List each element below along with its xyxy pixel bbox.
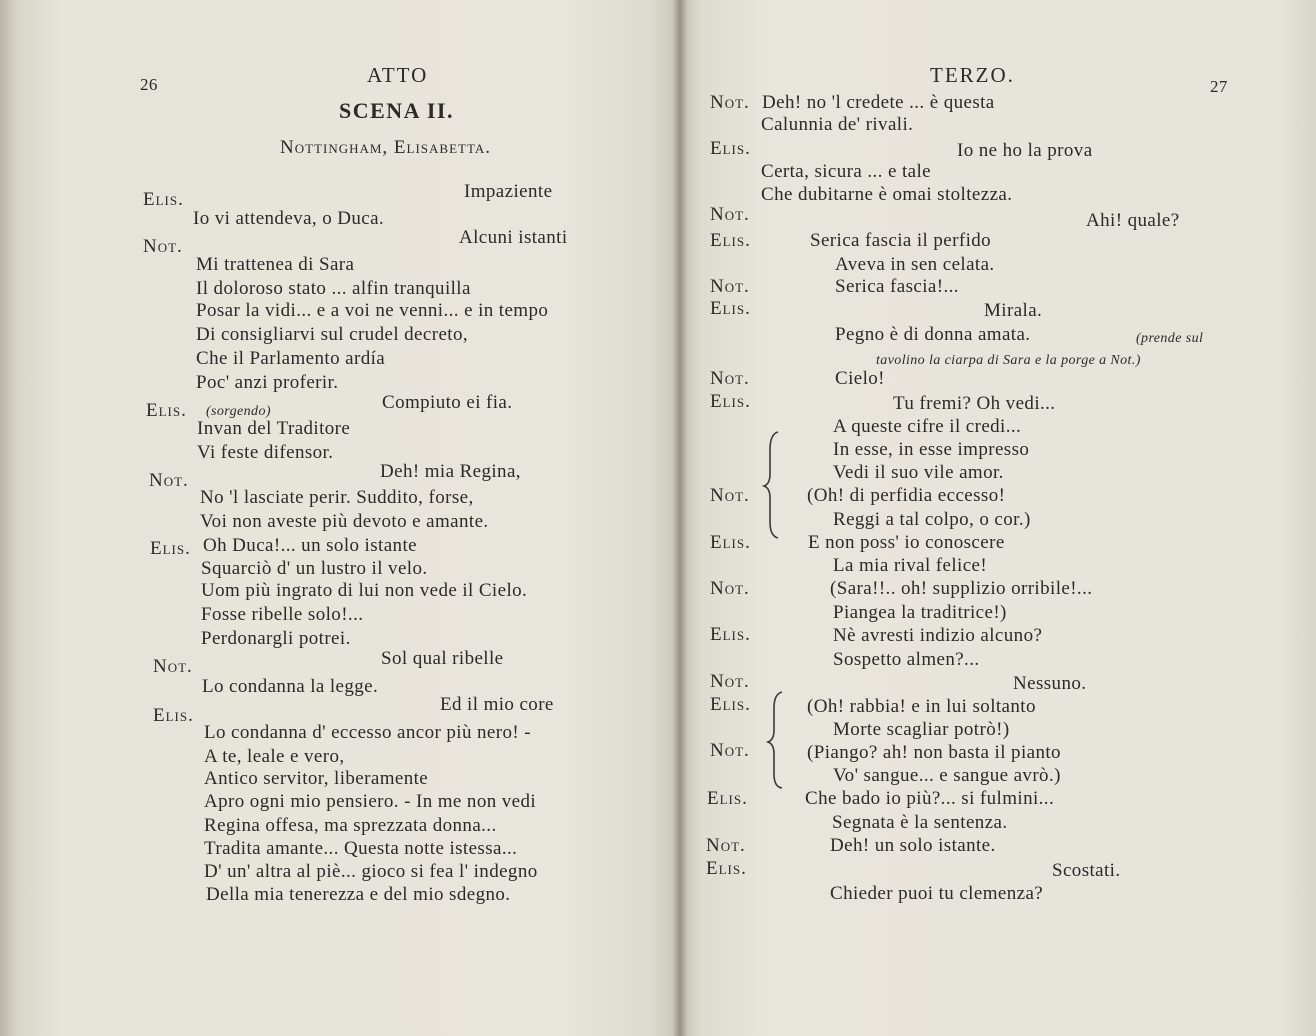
verse-line: Uom più ingrato di lui non vede il Cielo. (201, 580, 528, 601)
verse-line: Posar la vidi... e a voi ne venni... e in tempo (196, 300, 549, 321)
page-number-left: 26 (140, 75, 158, 94)
verse-line: Nessuno. (1013, 673, 1087, 694)
verse-line: No 'l lasciate perir. Suddito, forse, (200, 487, 474, 508)
scene-characters: Nottingham, Elisabetta. (280, 137, 492, 158)
verse-line: (Sara!!.. oh! supplizio orribile!... (830, 578, 1093, 599)
speaker: Elis. (143, 189, 184, 210)
speaker: Not. (149, 470, 189, 491)
verse-line: Serica fascia!... (835, 276, 959, 297)
speaker: Not. (710, 578, 750, 599)
speaker: Not. (710, 671, 750, 692)
verse-line: Impaziente (464, 181, 553, 202)
speaker: Not. (710, 740, 750, 761)
verse-line: Io ne ho la prova (957, 140, 1093, 161)
verse-line: (Oh! rabbia! e in lui soltanto (807, 696, 1036, 717)
verse-line: Calunnia de' rivali. (761, 114, 914, 135)
speaker: Elis. (153, 705, 194, 726)
verse-line: Che bado io più?... si fulmini... (805, 788, 1055, 809)
verse-line: Reggi a tal colpo, o cor.) (833, 509, 1031, 530)
speaker: Elis. (710, 391, 751, 412)
verse-line: Antico servitor, liberamente (204, 768, 429, 789)
speaker: Not. (143, 236, 183, 257)
verse-line: Segnata è la sentenza. (832, 812, 1008, 833)
verse-line: Tradita amante... Questa notte istessa... (204, 838, 518, 859)
verse-line: Mi trattenea di Sara (196, 254, 355, 275)
speaker: Elis. (150, 538, 191, 559)
scene-title: SCENA II. (339, 98, 454, 123)
verse-line: Scostati. (1052, 860, 1121, 881)
speaker: Not. (153, 656, 193, 677)
verse-line: (Piango? ah! non basta il pianto (807, 742, 1061, 763)
verse-line: Squarciò d' un lustro il velo. (201, 558, 428, 579)
speaker: Elis. (710, 230, 751, 251)
duet-brace-top (762, 430, 786, 540)
right-page (680, 0, 1316, 1036)
verse-line: La mia rival felice! (833, 555, 988, 576)
verse-line: Aveva in sen celata. (835, 254, 995, 275)
verse-line: Io vi attendeva, o Duca. (193, 208, 385, 229)
verse-line: Che dubitarne è omai stoltezza. (761, 184, 1013, 205)
running-head-right: TERZO. (930, 63, 1015, 87)
verse-line: Nè avresti indizio alcuno? (833, 625, 1043, 646)
verse-line: Ahi! quale? (1086, 210, 1180, 231)
stage-direction: (sorgendo) (206, 404, 271, 419)
verse-line: Il doloroso stato ... alfin tranquilla (196, 278, 471, 299)
verse-line: Lo condanna d' eccesso ancor più nero! - (204, 722, 531, 743)
verse-line: (Oh! di perfidia eccesso! (807, 485, 1006, 506)
verse-line: Morte scagliar potrò!) (833, 719, 1010, 740)
verse-line: Mirala. (984, 300, 1043, 321)
verse-line: Oh Duca!... un solo istante (203, 535, 417, 556)
verse-line: Sospetto almen?... (833, 649, 980, 670)
speaker: Elis. (710, 138, 751, 159)
stage-direction: (prende sul (1136, 331, 1204, 346)
book-gutter (672, 0, 688, 1036)
verse-line: A queste cifre il credi... (833, 416, 1022, 437)
speaker: Not. (710, 485, 750, 506)
speaker: Elis. (706, 858, 747, 879)
speaker: Not. (710, 204, 750, 225)
verse-line: Perdonargli potrei. (201, 628, 351, 649)
verse-line: D' un' altra al piè... gioco si fea l' indegno (204, 861, 538, 882)
verse-line: Regina offesa, ma sprezzata donna... (204, 815, 497, 836)
verse-line: Vo' sangue... e sangue avrò.) (833, 765, 1061, 786)
verse-line: Vedi il suo vile amor. (833, 462, 1004, 483)
running-head-left: ATTO (367, 63, 429, 87)
verse-line: Lo condanna la legge. (202, 676, 379, 697)
speaker: Not. (710, 368, 750, 389)
speaker: Not. (710, 276, 750, 297)
speaker: Elis. (710, 532, 751, 553)
verse-line: Alcuni istanti (459, 227, 568, 248)
verse-line: Serica fascia il perfido (810, 230, 992, 251)
speaker: Elis. (710, 298, 751, 319)
verse-line: Deh! mia Regina, (380, 461, 521, 482)
page-number-right: 27 (1210, 77, 1228, 96)
speaker: Elis. (707, 788, 748, 809)
verse-line: Deh! un solo istante. (830, 835, 996, 856)
verse-line: Vi feste difensor. (197, 442, 334, 463)
verse-line: Chieder puoi tu clemenza? (830, 883, 1044, 904)
verse-line: Certa, sicura ... e tale (761, 161, 931, 182)
speaker: Elis. (710, 694, 751, 715)
verse-line: Apro ogni mio pensiero. - In me non vedi (204, 791, 537, 812)
speaker: Elis. (146, 400, 187, 421)
verse-line: Sol qual ribelle (381, 648, 504, 669)
verse-line: Deh! no 'l credete ... è questa (762, 92, 995, 113)
speaker: Elis. (710, 624, 751, 645)
speaker: Not. (710, 92, 750, 113)
stage-direction: tavolino la ciarpa di Sara e la porge a Not.) (876, 353, 1141, 368)
verse-line: Fosse ribelle solo!... (201, 604, 364, 625)
verse-line: A te, leale e vero, (204, 746, 345, 767)
verse-line: Piangea la traditrice!) (833, 602, 1007, 623)
verse-line: Ed il mio core (440, 694, 554, 715)
verse-line: In esse, in esse impresso (833, 439, 1030, 460)
verse-line: Tu fremi? Oh vedi... (893, 393, 1056, 414)
verse-line: Pegno è di donna amata. (835, 324, 1031, 345)
verse-line: E non poss' io conoscere (808, 532, 1005, 553)
verse-line: Cielo! (835, 368, 885, 389)
verse-line: Voi non aveste più devoto e amante. (200, 511, 489, 532)
verse-line: Di consigliarvi sul crudel decreto, (196, 324, 469, 345)
verse-line: Compiuto ei fia. (382, 392, 513, 413)
verse-line: Poc' anzi proferir. (196, 372, 339, 393)
duet-brace-bottom (766, 690, 790, 790)
verse-line: Invan del Traditore (197, 418, 351, 439)
verse-line: Della mia tenerezza e del mio sdegno. (206, 884, 511, 905)
verse-line: Che il Parlamento ardía (196, 348, 386, 369)
speaker: Not. (706, 835, 746, 856)
